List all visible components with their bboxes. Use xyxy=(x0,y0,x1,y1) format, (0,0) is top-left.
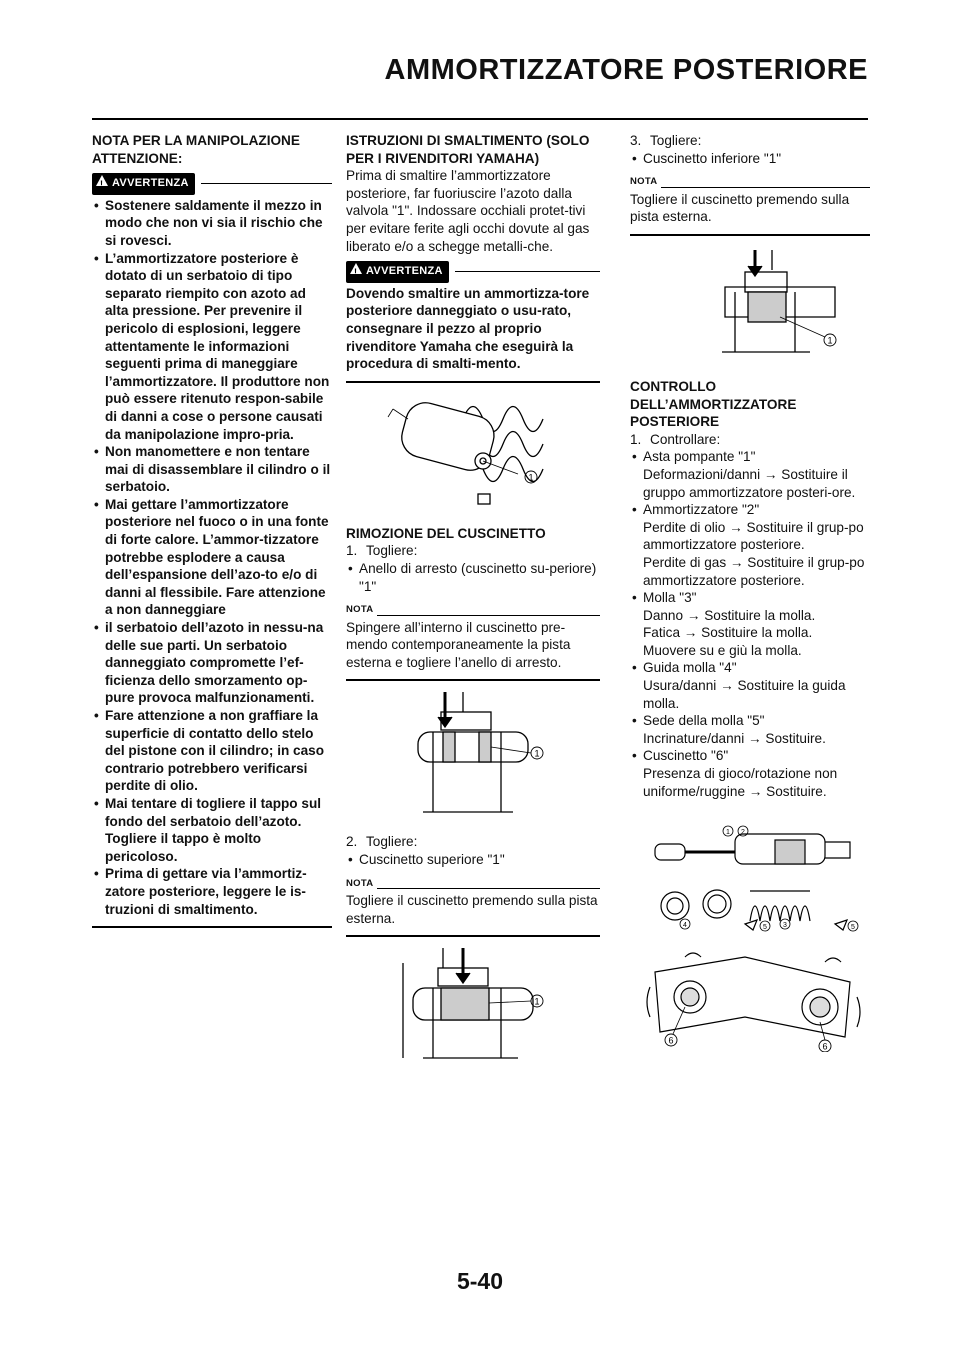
warning-rule xyxy=(201,183,332,184)
list-item xyxy=(630,712,870,747)
step-label: Controllare: xyxy=(650,431,721,447)
warning-badge xyxy=(92,173,195,195)
step-number: 2. xyxy=(346,834,358,850)
callout-5: 5 xyxy=(851,924,855,932)
callout-3: 3 xyxy=(783,922,787,930)
check-item: • Asta pompante "1" xyxy=(643,449,756,465)
check-line: Muovere su e giù la molla. xyxy=(643,642,802,658)
check-line: Perdite di gas → Sostituire il grup-po ammortizzatore posteriore. xyxy=(643,554,865,588)
disposal-warning-text: Dovendo smaltire un ammortizza-tore posteriore danneggiato o usu-rato, consegnare il pezzo al proprio rivenditore Yamaha che eseguirà la procedura di smalti-mento. xyxy=(346,285,590,372)
step-number: 1. xyxy=(346,543,358,559)
callout-6: 6 xyxy=(668,1035,674,1046)
warning-triangle-icon xyxy=(96,175,108,186)
note-header xyxy=(346,875,600,893)
callout-6: 6 xyxy=(822,1041,828,1052)
callout-1: 1 xyxy=(534,996,540,1007)
disposal-intro: Prima di smaltire l’ammortizzatore posteriore, far fuoriuscire l’azoto dalla valvola "1". Indossare occhiali protet-tivi per evitare ferite agli occhi dovute al gas liberato e/o a schegge metalli-che. xyxy=(346,168,590,254)
check-item: • Sede della molla "5" xyxy=(643,713,765,729)
list-item xyxy=(630,501,870,589)
inspection-heading: CONTROLLO DELL’AMMORTIZZATORE POSTERIORE xyxy=(630,378,797,430)
note-header xyxy=(630,173,870,191)
check-item: • Ammortizzatore "2" xyxy=(643,502,760,518)
step-1-list xyxy=(346,560,600,595)
lower-bearing-figure xyxy=(640,242,860,372)
list-item: • il serbatoio dell’azoto in nessu-na delle sue parti. Un serbatoio danneggiato compromette l’ef-ficienza dello smorzamento op-pure provoca malfunzionamenti. xyxy=(92,619,332,707)
check-step xyxy=(630,431,870,449)
step-number: 3. xyxy=(630,133,642,148)
list-item: • Fare attenzione a non graffiare la superficie di contatto dello stelo del pistone con il cilindro; in caso contrario potrebbero verificarsi perdite di olio. xyxy=(92,707,332,795)
section-end-rule xyxy=(346,381,600,383)
step-3-list xyxy=(630,150,870,168)
callout-2: 2 xyxy=(741,829,745,837)
shock-valve-figure xyxy=(373,389,573,519)
step-3 xyxy=(630,132,870,150)
disposal-heading: ISTRUZIONI DI SMALTIMENTO (SOLO PER I RIVENDITORI YAMAHA) xyxy=(346,133,590,166)
step-label: Togliere: xyxy=(366,543,418,559)
check-item: • Guida molla "4" xyxy=(643,660,737,676)
upper-bearing-figure xyxy=(383,943,563,1073)
section-end-rule xyxy=(630,234,870,236)
shock-components-figure xyxy=(635,806,865,936)
title-rule xyxy=(92,118,868,120)
warning-list xyxy=(92,197,332,918)
upper-circlip-figure xyxy=(383,687,563,827)
check-line: Perdite di olio → Sostituire il grup-po ammortizzatore posteriore. xyxy=(643,519,864,553)
warning-header xyxy=(92,173,332,195)
bearing-check-figure xyxy=(635,942,865,1052)
bearing-removal-heading: RIMOZIONE DEL CUSCINETTO xyxy=(346,525,546,541)
list-item: • L’ammortizzatore posteriore è dotato di un serbatoio di tipo separato riempito con azoto ad alta pressione. Per prevenire il pericolo di esplosioni, leggere attentamente le informazioni seguenti prima di maneggiare l’ammortizzatore. Il produttore non può essere ritenuto respon-sabile di danni a cose o persone causati da manipolazione impro-pria. xyxy=(92,250,332,444)
warning-triangle-icon xyxy=(350,263,362,274)
column-2 xyxy=(346,132,600,1079)
warning-badge xyxy=(346,261,449,283)
list-item: • Prima di gettare via l’ammortiz-zatore posteriore, leggere le is-truzioni di smaltimento. xyxy=(92,865,332,918)
warning-rule xyxy=(455,271,600,272)
check-line: Deformazioni/danni → Sostituire il gruppo ammortizzatore posteri-ore. xyxy=(643,466,856,500)
list-item: • Cuscinetto inferiore "1" xyxy=(630,150,870,168)
note-rule xyxy=(377,888,600,889)
list-item xyxy=(630,589,870,659)
check-item: • Molla "3" xyxy=(643,590,697,606)
callout-1: 1 xyxy=(534,748,540,759)
note-text: Togliere il cuscinetto premendo sulla pista esterna. xyxy=(630,191,850,225)
step-2-list xyxy=(346,851,600,869)
step-label: Togliere: xyxy=(650,133,702,148)
check-list xyxy=(630,448,870,800)
note-label: NOTA xyxy=(346,877,374,889)
warning-header xyxy=(346,261,600,283)
check-line: Danno → Sostituire la molla. xyxy=(643,607,816,623)
step-2 xyxy=(346,833,600,851)
list-item: • Mai tentare di togliere il tappo sul fondo del serbatoio dell’azoto. Togliere il tappo è molto pericoloso. xyxy=(92,795,332,865)
warning-label: AVVERTENZA xyxy=(112,177,189,190)
column-3 xyxy=(630,132,870,1058)
callout-5: 5 xyxy=(763,924,767,932)
note-text: Spingere all’interno il cuscinetto pre-mendo contemporaneamente la pista esterna e togliere l’anello di arresto. xyxy=(346,619,571,670)
callout-1: 1 xyxy=(827,335,833,346)
list-item: • Anello di arresto (cuscinetto su-periore) "1" xyxy=(346,560,600,595)
step-label: Togliere: xyxy=(366,834,418,850)
column-1 xyxy=(92,132,332,928)
list-item: • Sostenere saldamente il mezzo in modo che non vi sia il rischio che si rovesci. xyxy=(92,197,332,250)
check-line: Usura/danni → Sostituire la guida molla. xyxy=(643,678,846,711)
warning-label: AVVERTENZA xyxy=(366,265,443,278)
page-number: 5-40 xyxy=(456,1268,504,1294)
list-item xyxy=(630,747,870,800)
section-end-rule xyxy=(92,926,332,928)
handling-note-heading: NOTA PER LA MANIPOLAZIONE ATTENZIONE: xyxy=(92,133,300,166)
list-item: • Mai gettare l’ammortizzatore posteriore nel fuoco o in una fonte di forte calore. L’ammor-tizzatore potrebbe esplodere a causa dell’espansione dell’azo-to e/o di danni al flessibile. Fare attenzione a non danneggiare xyxy=(92,496,332,619)
note-label: NOTA xyxy=(630,176,658,188)
check-item: • Cuscinetto "6" xyxy=(643,748,729,764)
section-end-rule xyxy=(346,679,600,681)
list-item: • Non manomettere e non tentare mai di disassemblare il cilindro o il serbatoio. xyxy=(92,443,332,496)
list-item: • Cuscinetto superiore "1" xyxy=(346,851,600,869)
list-item xyxy=(630,448,870,501)
note-rule xyxy=(377,615,600,616)
section-end-rule xyxy=(346,935,600,937)
note-rule xyxy=(661,187,870,188)
note-header xyxy=(346,601,600,619)
check-line: Incrinature/danni → Sostituire. xyxy=(643,730,826,746)
callout-1: 1 xyxy=(726,829,730,837)
note-label: NOTA xyxy=(346,604,374,616)
page-title: AMMORTIZZATORE POSTERIORE xyxy=(384,54,868,86)
check-line: Presenza di gioco/rotazione non uniforme/ruggine → Sostituire. xyxy=(643,766,838,799)
note-text: Togliere il cuscinetto premendo sulla pista esterna. xyxy=(346,893,598,926)
step-number: 1. xyxy=(630,431,642,447)
list-item xyxy=(630,659,870,712)
callout-1: 1 xyxy=(528,472,534,483)
callout-4: 4 xyxy=(683,922,687,930)
check-line: Fatica → Sostituire la molla. xyxy=(643,625,813,641)
step-1 xyxy=(346,542,600,560)
